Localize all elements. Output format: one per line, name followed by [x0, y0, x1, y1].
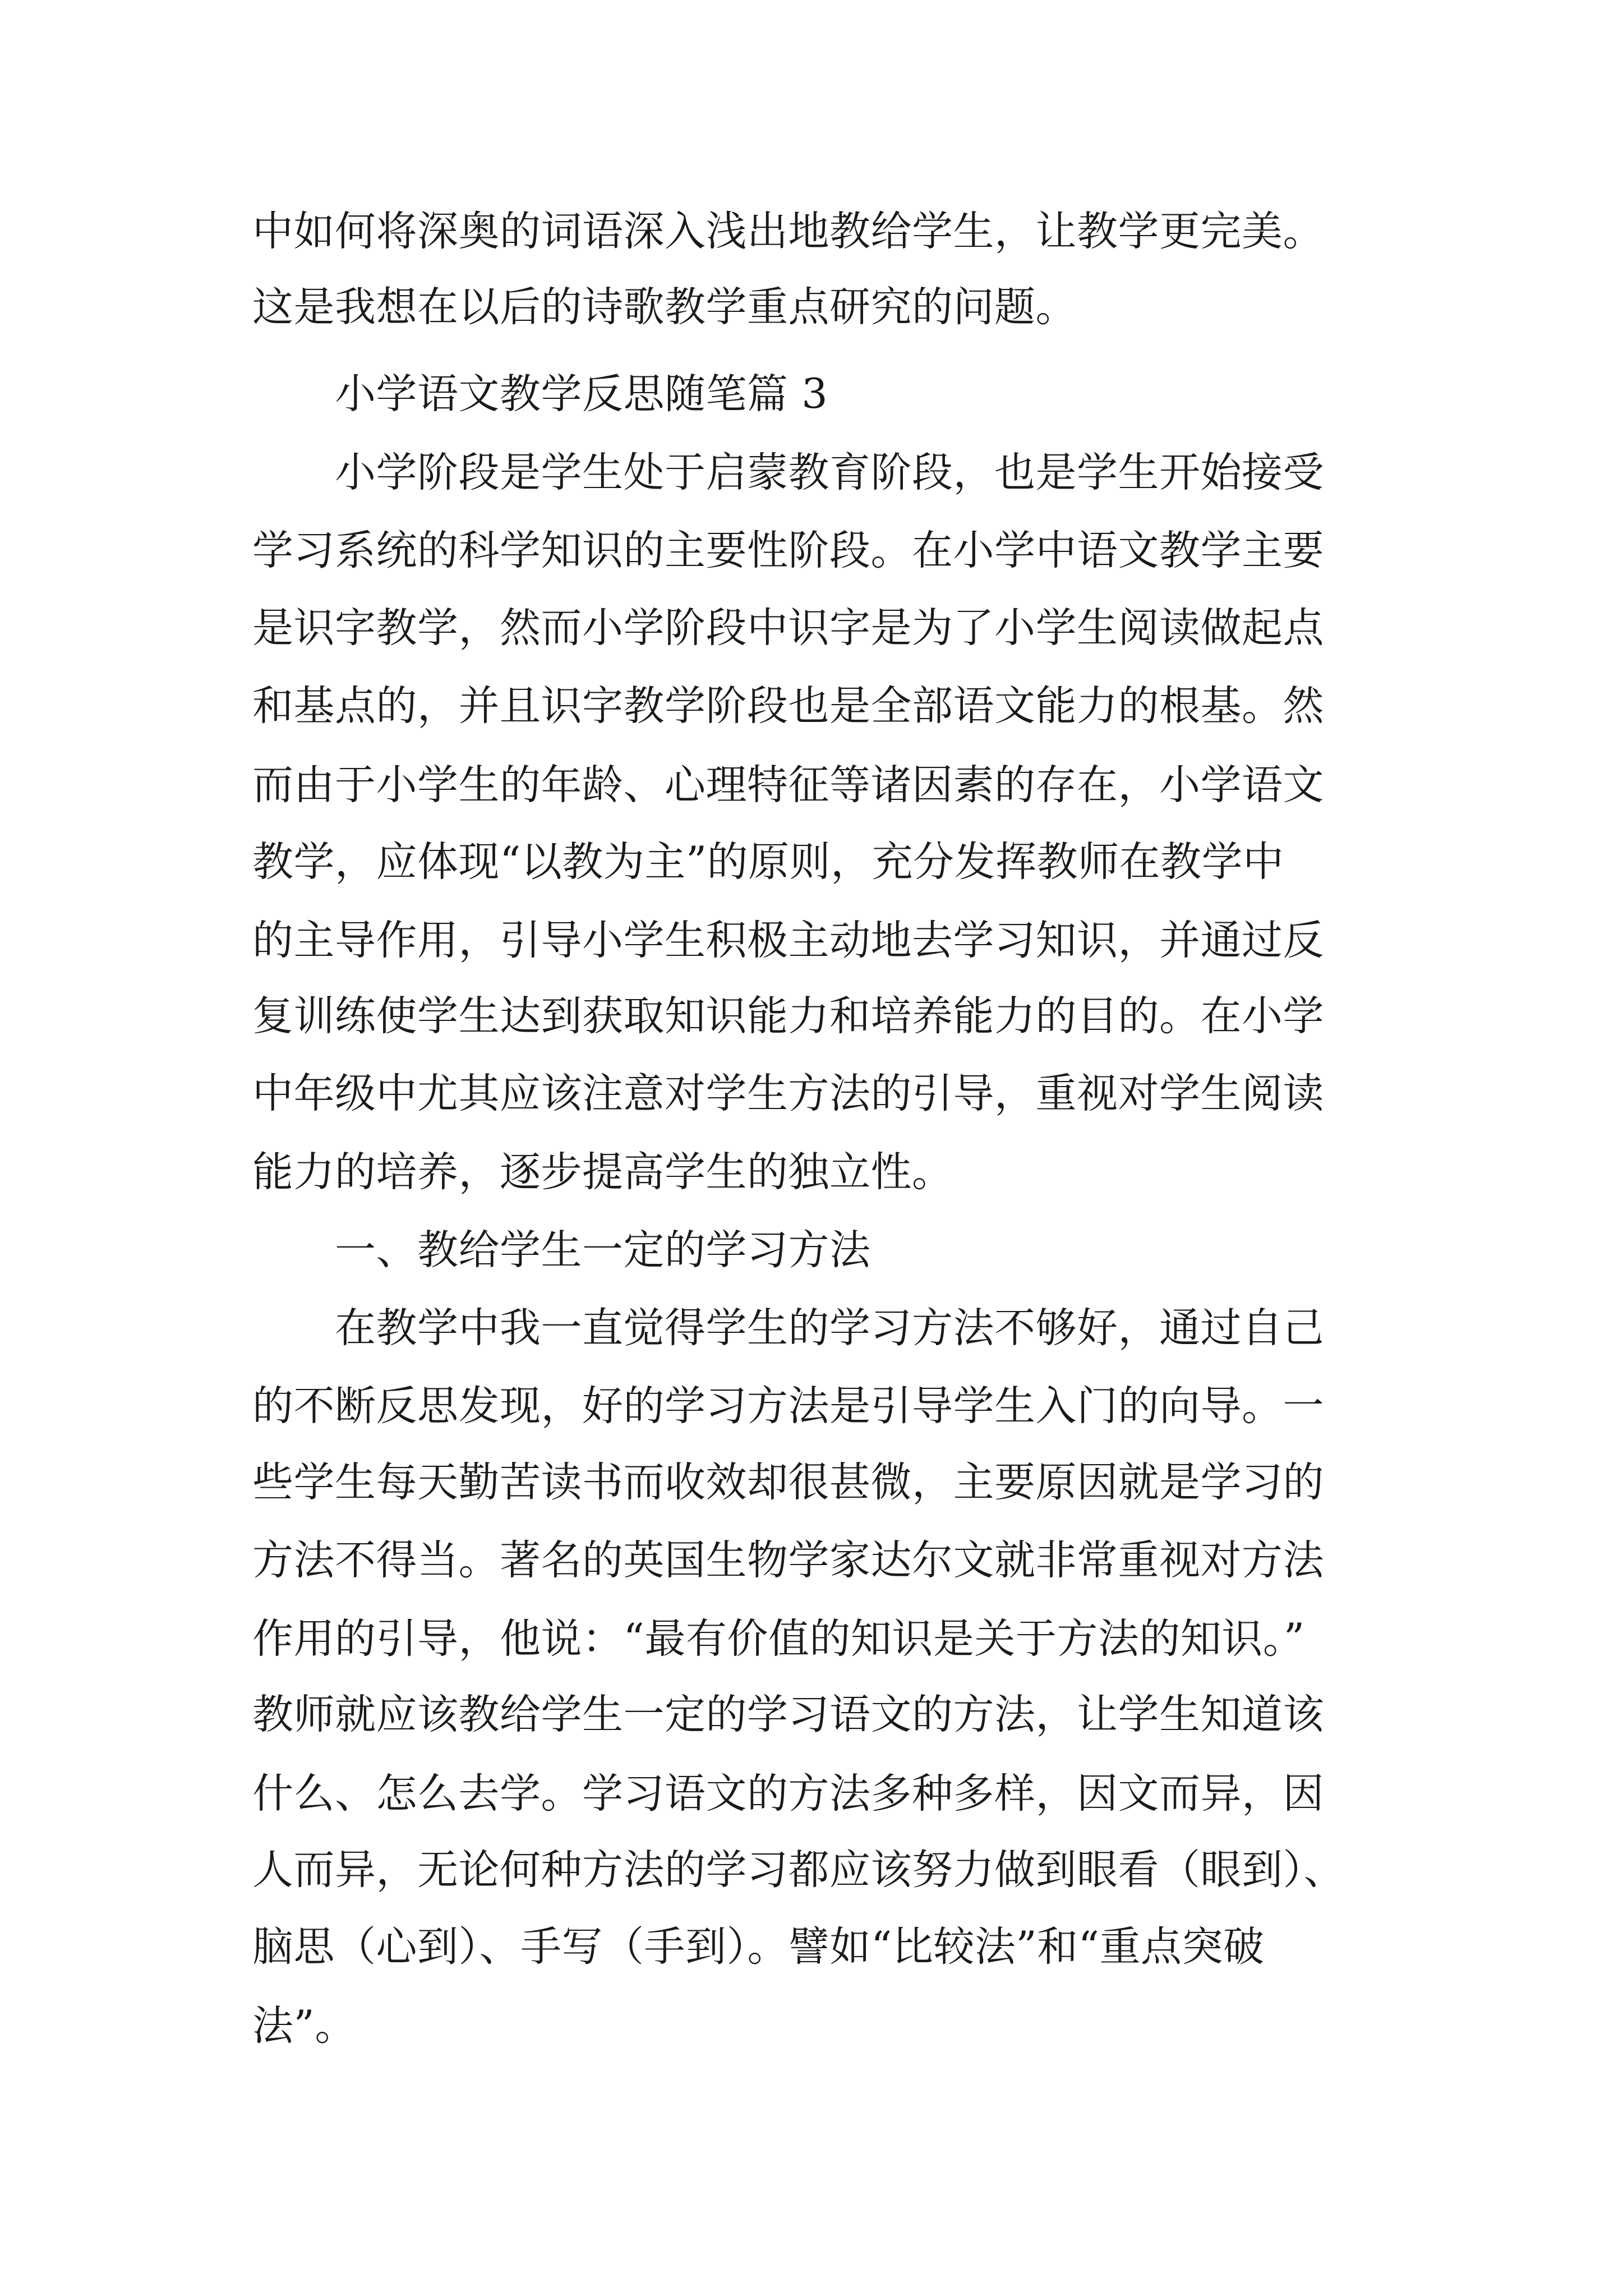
text-line: 方法不得当。著名的英国生物学家达尔文就非常重视对方法: [252, 1536, 1324, 1584]
text-line: 中如何将深奥的词语深入浅出地教给学生，让教学更完美。: [252, 208, 1324, 255]
text-line: 而由于小学生的年龄、心理特征等诸因素的存在，小学语文: [252, 761, 1324, 809]
text-line: 的主导作用，引导小学生积极主动地去学习知识，并通过反: [252, 917, 1324, 964]
text-line: 人而异，无论何种方法的学习都应该努力做到眼看（眼到）、: [252, 1846, 1345, 1894]
text-line: 什么、怎么去学。学习语文的方法多种多样，因文而异，因: [252, 1770, 1324, 1818]
text-line: 教学，应体现“以教为主”的原则，充分发挥教师在教学中: [252, 838, 1284, 886]
text-line: 的不断反思发现，好的学习方法是引导学生入门的向导。一: [252, 1382, 1324, 1430]
text-line: 能力的培养，逐步提高学生的独立性。: [252, 1148, 953, 1196]
text-line: 法”。: [252, 2002, 356, 2050]
text-line: 教师就应该教给学生一定的学习语文的方法，让学生知道该: [252, 1691, 1324, 1738]
text-line: 些学生每天勤苦读书而收效却很甚微，主要原因就是学习的: [252, 1458, 1324, 1506]
text-line: 和基点的，并且识字教学阶段也是全部语文能力的根基。然: [252, 682, 1324, 730]
text-line: 作用的引导，他说：“最有价值的知识是关于方法的知识。”: [252, 1615, 1305, 1663]
text-line: 学习系统的科学知识的主要性阶段。在小学中语文教学主要: [252, 527, 1324, 574]
text-line: 小学阶段是学生处于启蒙教育阶段，也是学生开始接受: [335, 449, 1324, 496]
text-line: 这是我想在以后的诗歌教学重点研究的问题。: [252, 283, 1077, 331]
subsection-heading: 一、教给学生一定的学习方法: [335, 1226, 871, 1274]
text-line: 脑思（心到）、手写（手到）。譬如“比较法”和“重点突破: [252, 1923, 1265, 1971]
text-line: 在教学中我一直觉得学生的学习方法不够好，通过自己: [335, 1304, 1324, 1352]
text-line: 复训练使学生达到获取知识能力和培养能力的目的。在小学: [252, 992, 1324, 1040]
section-heading: 小学语文教学反思随笔篇 3: [335, 370, 828, 418]
text-line: 是识字教学，然而小学阶段中识字是为了小学生阅读做起点: [252, 604, 1324, 652]
text-line: 中年级中尤其应该注意对学生方法的引导，重视对学生阅读: [252, 1070, 1324, 1117]
